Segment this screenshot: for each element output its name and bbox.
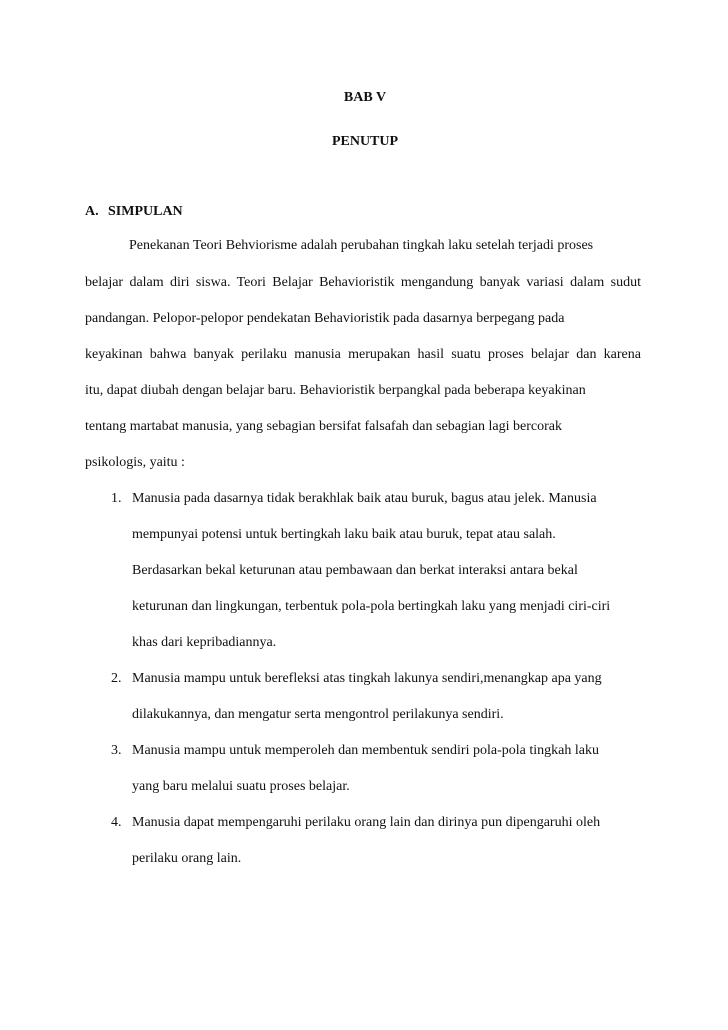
list-item-number: 3.: [111, 743, 122, 758]
paragraph-line: tentang martabat manusia, yang sebagian bersifat falsafah dan sebagian lagi bercorak: [85, 419, 562, 434]
paragraph-line: psikologis, yaitu :: [85, 455, 185, 470]
list-item-line: Manusia dapat mempengaruhi perilaku orang lain dan dirinya pun dipengaruhi oleh: [132, 815, 601, 830]
list-item-line: perilaku orang lain.: [132, 851, 242, 866]
list-item-line: mempunyai potensi untuk bertingkah laku baik atau buruk, tepat atau salah.: [132, 527, 556, 542]
paragraph-line: Penekanan Teori Behviorisme adalah perubahan tingkah laku setelah terjadi proses: [129, 238, 594, 253]
chapter-title-text: PENUTUP: [331, 134, 399, 149]
list-item-number: 4.: [111, 815, 122, 830]
list-item-line: Manusia mampu untuk berefleksi atas tingkah lakunya sendiri,menangkap apa yang: [132, 671, 602, 686]
paragraph-line: pandangan. Pelopor-pelopor pendekatan Behavioristik pada dasarnya berpegang pada: [85, 311, 565, 326]
paragraph-line: itu, dapat diubah dengan belajar baru. Behavioristik berpangkal pada beberapa keyakinan: [85, 383, 586, 398]
list-item-line: Berdasarkan bekal keturunan atau pembawaan dan berkat interaksi antara bekal: [132, 563, 578, 578]
paragraph-line: keyakinan bahwa banyak perilaku manusia merupakan hasil suatu proses belajar dan karena: [85, 347, 641, 362]
section-title: SIMPULAN: [108, 204, 183, 219]
paragraph-line: belajar dalam diri siswa. Teori Belajar Behavioristik mengandung banyak variasi dalam sudut: [85, 275, 641, 290]
section-number: A.: [85, 204, 99, 219]
chapter-number-text: BAB V: [343, 90, 387, 105]
list-item-line: Manusia pada dasarnya tidak berakhlak baik atau buruk, bagus atau jelek. Manusia: [132, 491, 597, 506]
section-heading: [85, 204, 183, 220]
list-item-line: yang baru melalui suatu proses belajar.: [132, 779, 350, 794]
list-item-number: 1.: [111, 491, 122, 506]
list-item-number: 2.: [111, 671, 122, 686]
list-item-line: dilakukannya, dan mengatur serta mengontrol perilakunya sendiri.: [132, 707, 504, 722]
list-item-line: keturunan dan lingkungan, terbentuk pola-pola bertingkah laku yang menjadi ciri-ciri: [132, 599, 611, 614]
list-item-line: khas dari kepribadiannya.: [132, 635, 277, 650]
list-item-line: Manusia mampu untuk memperoleh dan membentuk sendiri pola-pola tingkah laku: [132, 743, 599, 758]
